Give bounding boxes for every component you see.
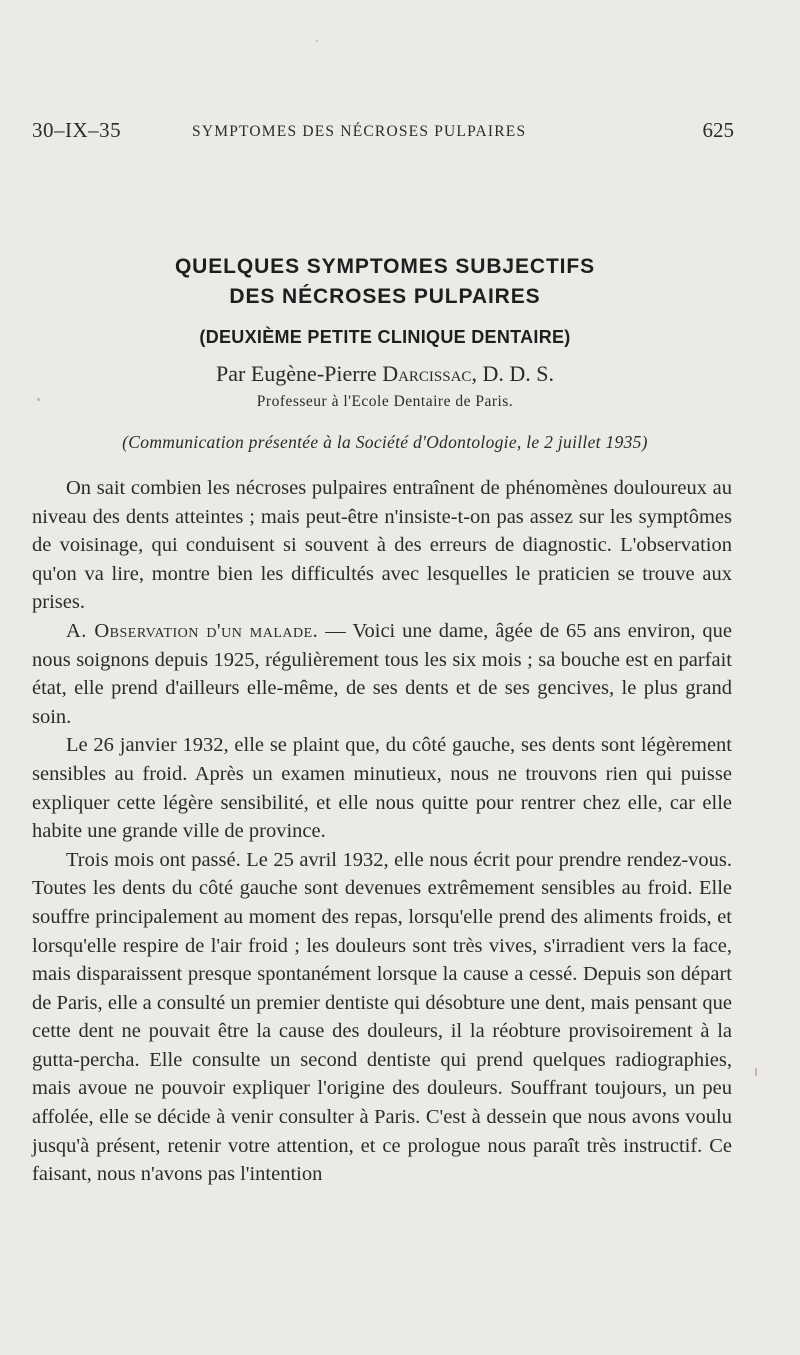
article-subtitle: (DEUXIÈME PETITE CLINIQUE DENTAIRE) [199, 327, 571, 347]
paragraph-april: Trois mois ont passé. Le 25 avril 1932, elle nous écrit pour prendre rendez-vous. Toutes les dents du côté gauche sont devenues extrêmement sensibles au froid. Elle souffre principalement au moment des repas, lorsqu'elle prend des aliments froids, et lorsqu'elle respire de l'air froid ; les douleurs sont très vives, s'irradient vers la face, mais disparaissent presque spontanément lorsque la cause a cessé. Depuis son départ de Paris, elle a consulté un premier dentiste qui désobture une dent, mais pensant que cette dent ne pouvait être la cause des douleurs, il la réobture provisoirement à la gutta-percha. Elle consulte un second dentiste qui prend quelques radiographies, mais avoue ne pouvoir expliquer l'origine des douleurs. Souffrant toujours, un peu affolée, elle se décide à venir consulter à Paris. C'est à dessein que nous avons voulu jusqu'à présent, retenir votre attention, et ce prologue nous paraît très instructif. Ce faisant, nous n'avons pas l'intention [32, 848, 732, 1186]
author-suffix: , D. D. S. [471, 361, 554, 386]
page-number: 625 [702, 118, 734, 142]
article-title-line-2: DES NÉCROSES PULPAIRES [229, 285, 541, 308]
communication-note: (Communication présentée à la Société d'Odontologie, le 2 juillet 1935) [122, 432, 648, 452]
running-head-date: 30–IX–35 [32, 118, 122, 142]
article-body [32, 474, 732, 1189]
article-header [0, 252, 770, 454]
author-affiliation: Professeur à l'Ecole Dentaire de Paris. [256, 393, 514, 410]
section-heading-observation: A. Observation d'un malade. [66, 619, 319, 642]
paper-speck [37, 398, 40, 401]
paragraph-observation-text: — Voici une dame, âgée de 65 ans environ, que nous soignons depuis 1925, régulièrement tous les six mois ; sa bouche est en parfait état, elle prend d'ailleurs elle-même, de ses dents et de ses gencives, le plus grand soin. [32, 619, 732, 728]
running-head-title: SYMPTOMES DES NÉCROSES PULPAIRES [192, 123, 527, 140]
paragraph-january: Le 26 janvier 1932, elle se plaint que, du côté gauche, ses dents sont légèrement sensibles au froid. Après un examen minutieux, nous ne trouvons rien qui puisse expliquer cette légère sensibilité, et elle nous quitte pour rentrer chez elle, car elle habite une grande ville de province. [32, 734, 732, 843]
paper-speck [755, 1068, 757, 1076]
author-line [0, 361, 770, 387]
paragraph-intro: On sait combien les nécroses pulpaires entraînent de phénomènes douloureux au niveau des dents atteintes ; mais peut-être n'insiste-t-on pas assez sur les symptômes de voisinage, qui conduisent si souvent à des erreurs de diagnostic. L'observation qu'on va lire, montre bien les difficultés avec lesquelles le praticien se trouve aux prises. [32, 477, 732, 614]
article-title-line-1: QUELQUES SYMPTOMES SUBJECTIFS [174, 255, 596, 278]
paper-speck [316, 40, 318, 42]
paragraph-observation [32, 617, 732, 731]
running-head [32, 118, 734, 148]
author-surname: Darcissac [382, 361, 472, 386]
author-prefix: Par Eugène-Pierre [216, 361, 377, 386]
